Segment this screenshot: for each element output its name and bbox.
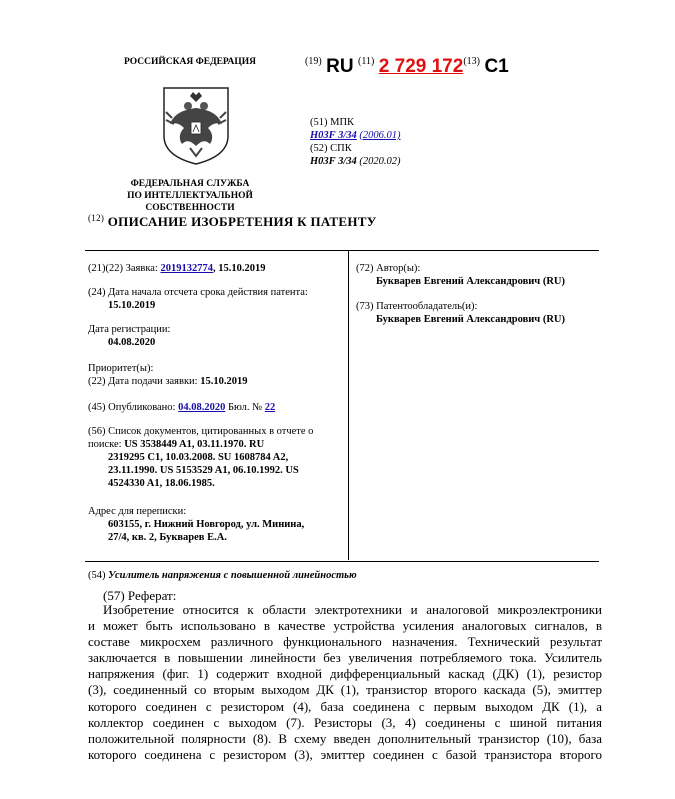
abstract-label: (57) Реферат: xyxy=(103,588,177,603)
abstract-line: составе микросхем различного функционального назначения. Технический результат xyxy=(88,634,602,650)
filing-label: (22) Дата подачи заявки: xyxy=(88,376,201,387)
abstract-line: заключается в повышении линейности без увеличения потребляемого тока. Усилитель xyxy=(88,650,602,666)
invention-code: (54) xyxy=(88,570,109,581)
author-name: Букварев Евгений Александрович (RU) xyxy=(376,276,566,287)
refs-line4: 4524330 A1, 18.06.1985. xyxy=(108,478,215,489)
registration xyxy=(88,323,343,349)
coat-of-arms-emblem xyxy=(160,84,232,166)
registration-label: Дата регистрации: xyxy=(88,324,171,335)
spk-version: (2020.02) xyxy=(359,156,401,167)
title-code: (12) xyxy=(88,213,105,223)
application-date: , 15.10.2019 xyxy=(212,263,266,274)
classification-block xyxy=(310,116,401,168)
filing-row xyxy=(88,375,343,388)
code-11: (11) xyxy=(358,56,375,67)
title-text: ОПИСАНИЕ ИЗОБРЕТЕНИЯ К ПАТЕНТУ xyxy=(107,214,377,229)
term-start xyxy=(88,286,343,312)
document-title xyxy=(88,213,377,230)
patent-number-line xyxy=(305,56,509,78)
mailing-address xyxy=(88,505,343,544)
abstract-line: (3), соединенный со вторым выходом ДК (1), транзистор второго каскада (5), эмиттер xyxy=(88,682,602,698)
mpk-version[interactable]: (2006.01) xyxy=(359,130,401,141)
address-line1: 603155, г. Нижний Новгород, ул. Минина, xyxy=(108,519,305,530)
refs-line1: US 3538449 A1, 03.11.1970. RU xyxy=(124,439,265,450)
agency-name xyxy=(85,178,295,214)
refs-line3: 23.11.1990. US 5153529 A1, 06.10.1992. US xyxy=(108,465,299,476)
refs-head xyxy=(88,425,343,451)
patent-number-link[interactable]: 2 729 172 xyxy=(378,56,464,77)
refs-line2: 2319295 C1, 10.03.2008. SU 1608784 A2, xyxy=(108,452,289,463)
term-label: (24) Дата начала отсчета срока действия патента: xyxy=(88,287,308,298)
abstract-line: и может быть использовано в качестве устройства усиления аналоговых сигналов, в xyxy=(88,618,602,634)
agency-line2: ПО ИНТЕЛЛЕКТУАЛЬНОЙ СОБСТВЕННОСТИ xyxy=(127,191,253,213)
bulletin-number-link[interactable]: 22 xyxy=(264,402,276,413)
term-date: 15.10.2019 xyxy=(108,300,156,311)
refs-label: (56) Список документов, цитированных в отчете о поиске: xyxy=(88,426,314,450)
bulletin-label: Бюл. № xyxy=(225,402,265,413)
owner-label: (73) Патентообладатель(и): xyxy=(356,301,478,312)
code-19: (19) xyxy=(305,56,322,67)
patent-owners xyxy=(356,300,596,326)
mpk-label: (51) МПК xyxy=(310,117,355,128)
priority-label: Приоритет(ы): xyxy=(88,363,154,374)
spk-row xyxy=(310,155,401,168)
priority xyxy=(88,362,343,388)
authors xyxy=(356,262,596,288)
mpk-row xyxy=(310,129,401,142)
invention-title xyxy=(88,570,357,581)
publication-label: (45) Опубликовано: xyxy=(88,402,179,413)
abstract-line: напряжения (фиг. 1) содержит входной дифференциальный каскад (ДК) (1), резистор xyxy=(88,666,602,682)
country-name: РОССИЙСКАЯ ФЕДЕРАЦИЯ xyxy=(123,57,257,67)
mpk-code-link[interactable]: H03F 3/34 xyxy=(310,130,357,141)
application-label: (21)(22) Заявка: xyxy=(88,263,161,274)
spk-code: H03F 3/34 xyxy=(310,156,357,167)
owner-name: Букварев Евгений Александрович (RU) xyxy=(376,314,566,325)
application-row xyxy=(88,262,343,275)
code-13: (13) xyxy=(463,56,480,67)
abstract-line: коллектор соединен с выходом (7). Резисторы (3, 4) соединены с шиной питания xyxy=(88,714,602,730)
abstract-line: положительной полярности (8). В схему введен дополнительный транзистор (10), база xyxy=(88,730,602,746)
author-label: (72) Автор(ы): xyxy=(356,263,421,274)
publication-row xyxy=(88,401,343,414)
kind-code: C1 xyxy=(484,56,509,77)
cited-documents xyxy=(88,425,343,490)
abstract-text xyxy=(88,602,602,763)
application-number-link[interactable]: 2019132774 xyxy=(160,263,213,274)
address-line2: 27/4, кв. 2, Букварев Е.А. xyxy=(108,532,227,543)
abstract-line: которого соединен с резистором (4), база соединена с первым выходом ДК (1), а xyxy=(88,698,602,714)
address-label: Адрес для переписки: xyxy=(88,506,187,517)
abstract-line: Изобретение относится к области электротехники и аналоговой микроэлектроники xyxy=(103,602,602,617)
agency-line1: ФЕДЕРАЛЬНАЯ СЛУЖБА xyxy=(130,179,250,189)
filing-date: 15.10.2019 xyxy=(200,376,248,387)
spk-label: (52) СПК xyxy=(310,143,352,154)
abstract-line: которого соединена с резистором (3), эмиттер соединен с базой транзистора второго xyxy=(88,746,602,762)
invention-title-text: Усилитель напряжения с повышенной линейностью xyxy=(108,570,357,581)
country-code: RU xyxy=(326,56,354,77)
biblio-divider xyxy=(348,250,349,560)
registration-date: 04.08.2020 xyxy=(108,337,156,348)
publication-date-link[interactable]: 04.08.2020 xyxy=(178,402,226,413)
